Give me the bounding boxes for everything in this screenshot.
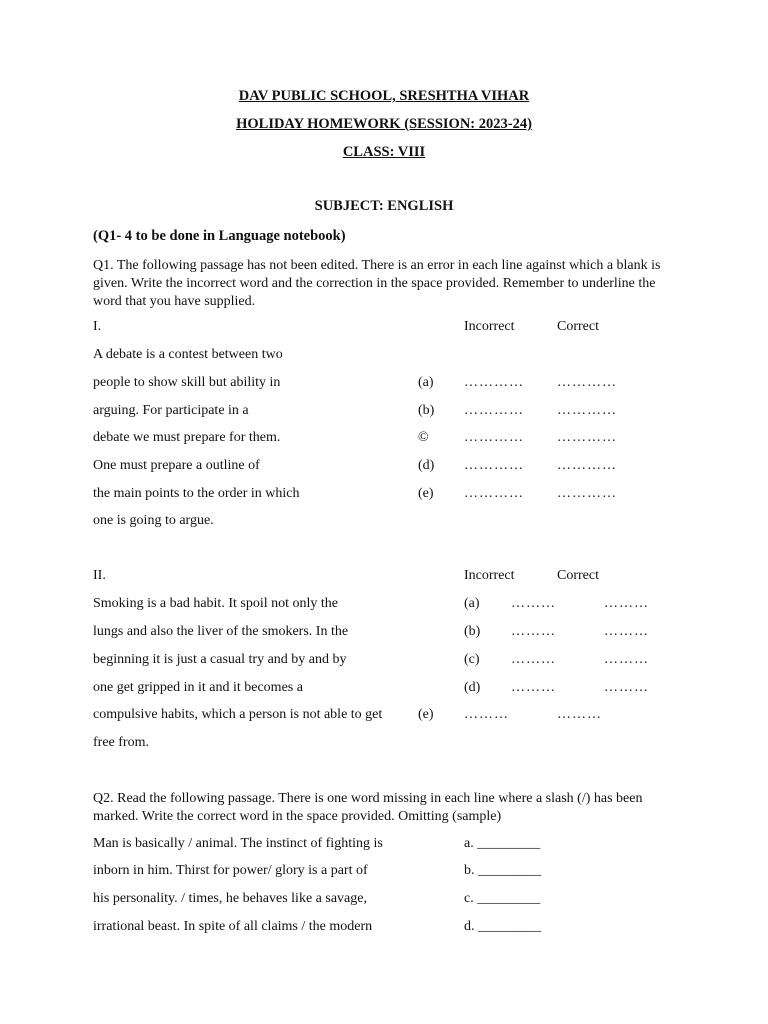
part1-line: the main points to the order in which bbox=[93, 486, 300, 501]
part2-incorrect-blank: ……… bbox=[511, 624, 556, 639]
part1-incorrect-blank: ………… bbox=[464, 430, 524, 445]
part2-last-line: free from. bbox=[93, 735, 149, 750]
q2-line: Man is basically / animal. The instinct of fighting is bbox=[93, 836, 383, 851]
q2-answer-blank: d. _________ bbox=[464, 919, 541, 934]
part1-marker: © bbox=[418, 430, 429, 445]
part2-incorrect-blank: ……… bbox=[464, 707, 509, 722]
part2-line: one get gripped in it and it becomes a bbox=[93, 680, 303, 695]
part1-line: people to show skill but ability in bbox=[93, 375, 281, 390]
part1-marker: (e) bbox=[418, 486, 434, 501]
q2-line: irrational beast. In spite of all claims / the modern bbox=[93, 919, 373, 934]
part1-incorrect-blank: ………… bbox=[464, 403, 524, 418]
part2-incorrect-blank: ……… bbox=[511, 652, 556, 667]
part1-correct-blank: ………… bbox=[557, 375, 617, 390]
part2-line: Smoking is a bad habit. It spoil not only the bbox=[93, 596, 338, 611]
part1-correct-blank: ………… bbox=[557, 403, 617, 418]
part1-marker: (d) bbox=[418, 458, 435, 473]
part1-marker: (b) bbox=[418, 403, 435, 418]
part2-marker: (c) bbox=[464, 652, 480, 667]
part2-correct-blank: ……… bbox=[604, 652, 649, 667]
subject-label: SUBJECT: ENGLISH bbox=[314, 198, 454, 214]
notebook-note: (Q1- 4 to be done in Language notebook) bbox=[93, 228, 346, 244]
part1-line: debate we must prepare for them. bbox=[93, 430, 281, 445]
part1-correct-blank: ………… bbox=[557, 458, 617, 473]
part1-line: arguing. For participate in a bbox=[93, 403, 249, 418]
part2-incorrect-header: Incorrect bbox=[464, 568, 515, 583]
part2-correct-blank: ……… bbox=[604, 624, 649, 639]
part2-incorrect-blank: ……… bbox=[511, 596, 556, 611]
part2-marker: (d) bbox=[464, 680, 481, 695]
part2-correct-blank: ……… bbox=[557, 707, 602, 722]
part2-numeral: II. bbox=[93, 568, 106, 583]
homework-title: HOLIDAY HOMEWORK (SESSION: 2023-24) bbox=[236, 116, 532, 132]
part2-correct-header: Correct bbox=[557, 568, 599, 583]
part1-first-line: A debate is a contest between two bbox=[93, 347, 283, 362]
part2-marker: (b) bbox=[464, 624, 481, 639]
part1-line: One must prepare a outline of bbox=[93, 458, 260, 473]
part1-incorrect-blank: ………… bbox=[464, 375, 524, 390]
part2-correct-blank: ……… bbox=[604, 680, 649, 695]
q2-answer-blank: b. _________ bbox=[464, 863, 541, 878]
part1-marker: (a) bbox=[418, 375, 434, 390]
part2-line: lungs and also the liver of the smokers. In the bbox=[93, 624, 349, 639]
q1-instructions: Q1. The following passage has not been edited. There is an error in each line against which a blank is given. Write the incorrect word and the correction in the space provided. Remember to underline the word that you have supplied. bbox=[93, 258, 661, 309]
part1-last-line: one is going to argue. bbox=[93, 513, 214, 528]
part2-marker: (e) bbox=[418, 707, 434, 722]
part1-correct-blank: ………… bbox=[557, 430, 617, 445]
class-label: CLASS: VIII bbox=[342, 144, 426, 160]
part2-marker: (a) bbox=[464, 596, 480, 611]
part1-incorrect-header: Incorrect bbox=[464, 319, 515, 334]
q2-line: inborn in him. Thirst for power/ glory is a part of bbox=[93, 863, 368, 878]
q2-line: his personality. / times, he behaves like a savage, bbox=[93, 891, 367, 906]
q2-answer-blank: c. _________ bbox=[464, 891, 541, 906]
part1-numeral: I. bbox=[93, 319, 102, 334]
part2-line: compulsive habits, which a person is not able to get bbox=[93, 707, 383, 722]
q2-instructions: Q2. Read the following passage. There is one word missing in each line where a slash (/) has been marked. Write the correct word in the space provided. Omitting (sample) bbox=[93, 791, 643, 824]
q2-answer-blank: a. _________ bbox=[464, 836, 541, 851]
school-name: DAV PUBLIC SCHOOL, SRESHTHA VIHAR bbox=[238, 88, 530, 104]
part2-correct-blank: ……… bbox=[604, 596, 649, 611]
part1-incorrect-blank: ………… bbox=[464, 486, 524, 501]
part1-correct-blank: ………… bbox=[557, 486, 617, 501]
part2-line: beginning it is just a casual try and by and by bbox=[93, 652, 347, 667]
part2-incorrect-blank: ……… bbox=[511, 680, 556, 695]
part1-correct-header: Correct bbox=[557, 319, 599, 334]
part1-incorrect-blank: ………… bbox=[464, 458, 524, 473]
